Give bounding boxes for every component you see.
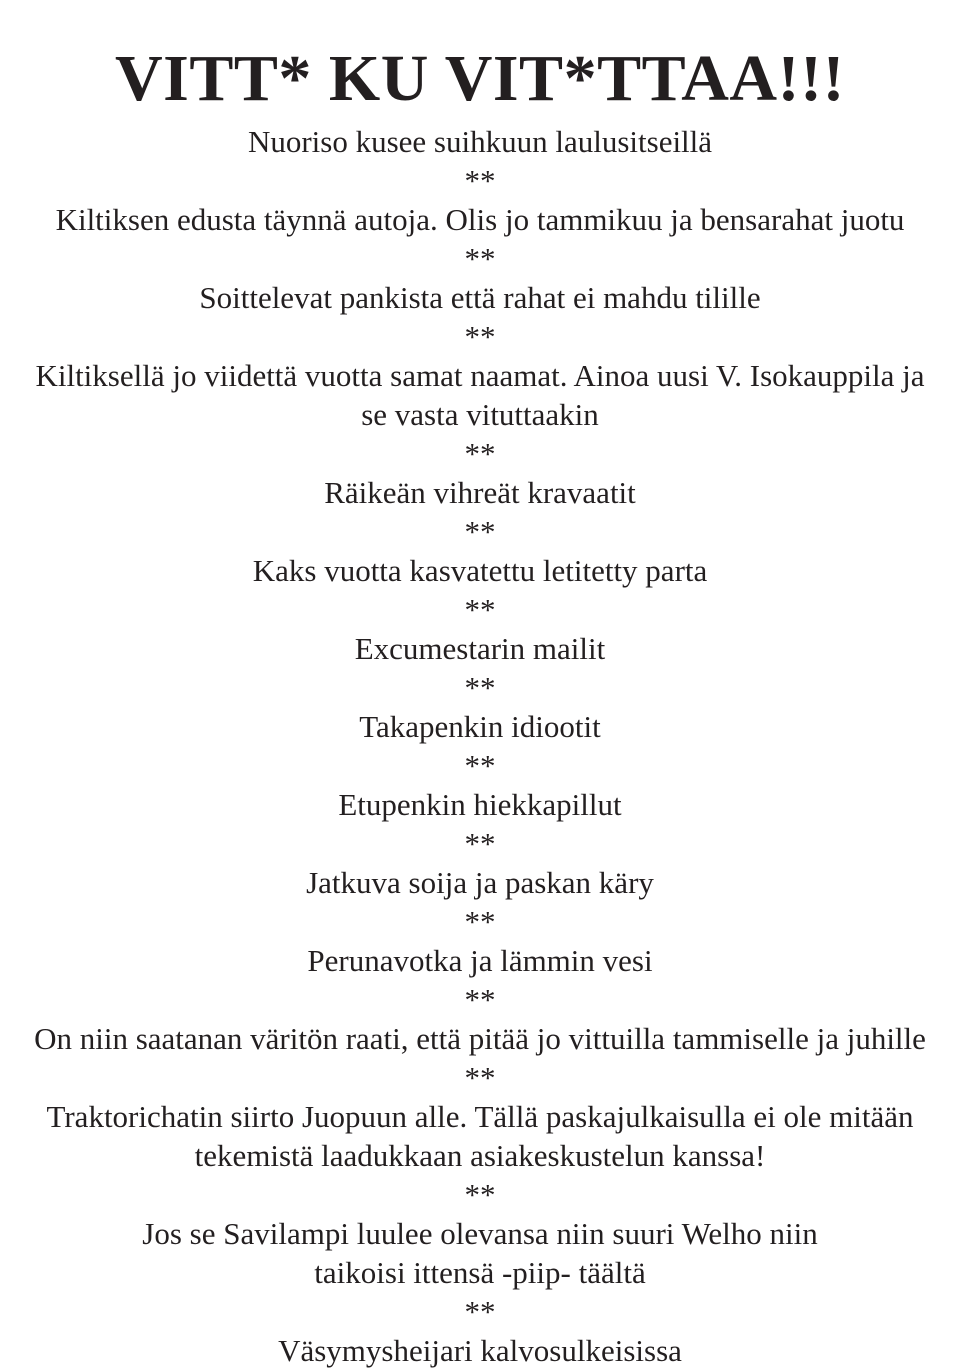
entry-text-line: taikoisi ittensä -piip- täältä: [314, 1255, 646, 1290]
list-item: [0, 356, 960, 434]
separator: **: [464, 982, 496, 1017]
entry-text-line: Jatkuva soija ja paskan käry: [306, 865, 654, 900]
entry-text-line: Nuoriso kusee suihkuun laulusitseillä: [247, 124, 713, 159]
list-item: [0, 551, 960, 590]
page-title: VITT* KU VIT*TTAA!!!: [115, 42, 845, 116]
separator: **: [464, 241, 496, 276]
list-item: [0, 1019, 960, 1058]
list-item: [0, 473, 960, 512]
separator: **: [464, 826, 496, 861]
entry-text-line: Väsymysheijari kalvosulkeisissa: [278, 1333, 682, 1368]
entry-text-line: Kiltiksellä jo viidettä vuotta samat naamat. Ainoa uusi V. Isokauppila ja: [35, 358, 925, 393]
separator: **: [464, 904, 496, 939]
entry-text-line: Excumestarin mailit: [354, 631, 606, 666]
entry-text-line: Kiltiksen edusta täynnä autoja. Olis jo tammikuu ja bensarahat juotu: [55, 202, 905, 237]
entry-list: [0, 122, 960, 1370]
list-item: [0, 122, 960, 161]
list-item: [0, 707, 960, 746]
separator: **: [464, 163, 496, 198]
separator: **: [464, 748, 496, 783]
entry-text-line: Perunavotka ja lämmin vesi: [307, 943, 653, 978]
list-item: [0, 941, 960, 980]
list-item: [0, 278, 960, 317]
entry-text-line: se vasta vituttaakin: [361, 397, 599, 432]
entry-text-line: Kaks vuotta kasvatettu letitetty parta: [252, 553, 708, 588]
separator: **: [464, 670, 496, 705]
separator: **: [464, 1060, 496, 1095]
entry-text-line: On niin saatanan väritön raati, että pitää jo vittuilla tammiselle ja juhille: [34, 1021, 926, 1056]
entry-text-line: Soittelevat pankista että rahat ei mahdu tilille: [199, 280, 761, 315]
list-item: [0, 200, 960, 239]
separator: **: [464, 1177, 496, 1212]
entry-text-line: Traktorichatin siirto Juopuun alle. Tällä paskajulkaisulla ei ole mitään: [46, 1099, 914, 1134]
separator: **: [464, 1294, 496, 1329]
separator: **: [464, 592, 496, 627]
entry-text-line: Takapenkin idiootit: [359, 709, 601, 744]
list-item: [0, 1214, 960, 1292]
entry-text-line: tekemistä laadukkaan asiakeskustelun kanssa!: [194, 1138, 766, 1173]
separator: **: [464, 514, 496, 549]
separator: **: [464, 436, 496, 471]
entry-text-line: Räikeän vihreät kravaatit: [324, 475, 636, 510]
list-item: [0, 1097, 960, 1175]
list-item: [0, 1331, 960, 1370]
list-item: [0, 629, 960, 668]
separator: **: [464, 319, 496, 354]
list-item: [0, 785, 960, 824]
entry-text-line: Jos se Savilampi luulee olevansa niin suuri Welho niin: [142, 1216, 818, 1251]
entry-text-line: Etupenkin hiekkapillut: [338, 787, 622, 822]
list-item: [0, 863, 960, 902]
